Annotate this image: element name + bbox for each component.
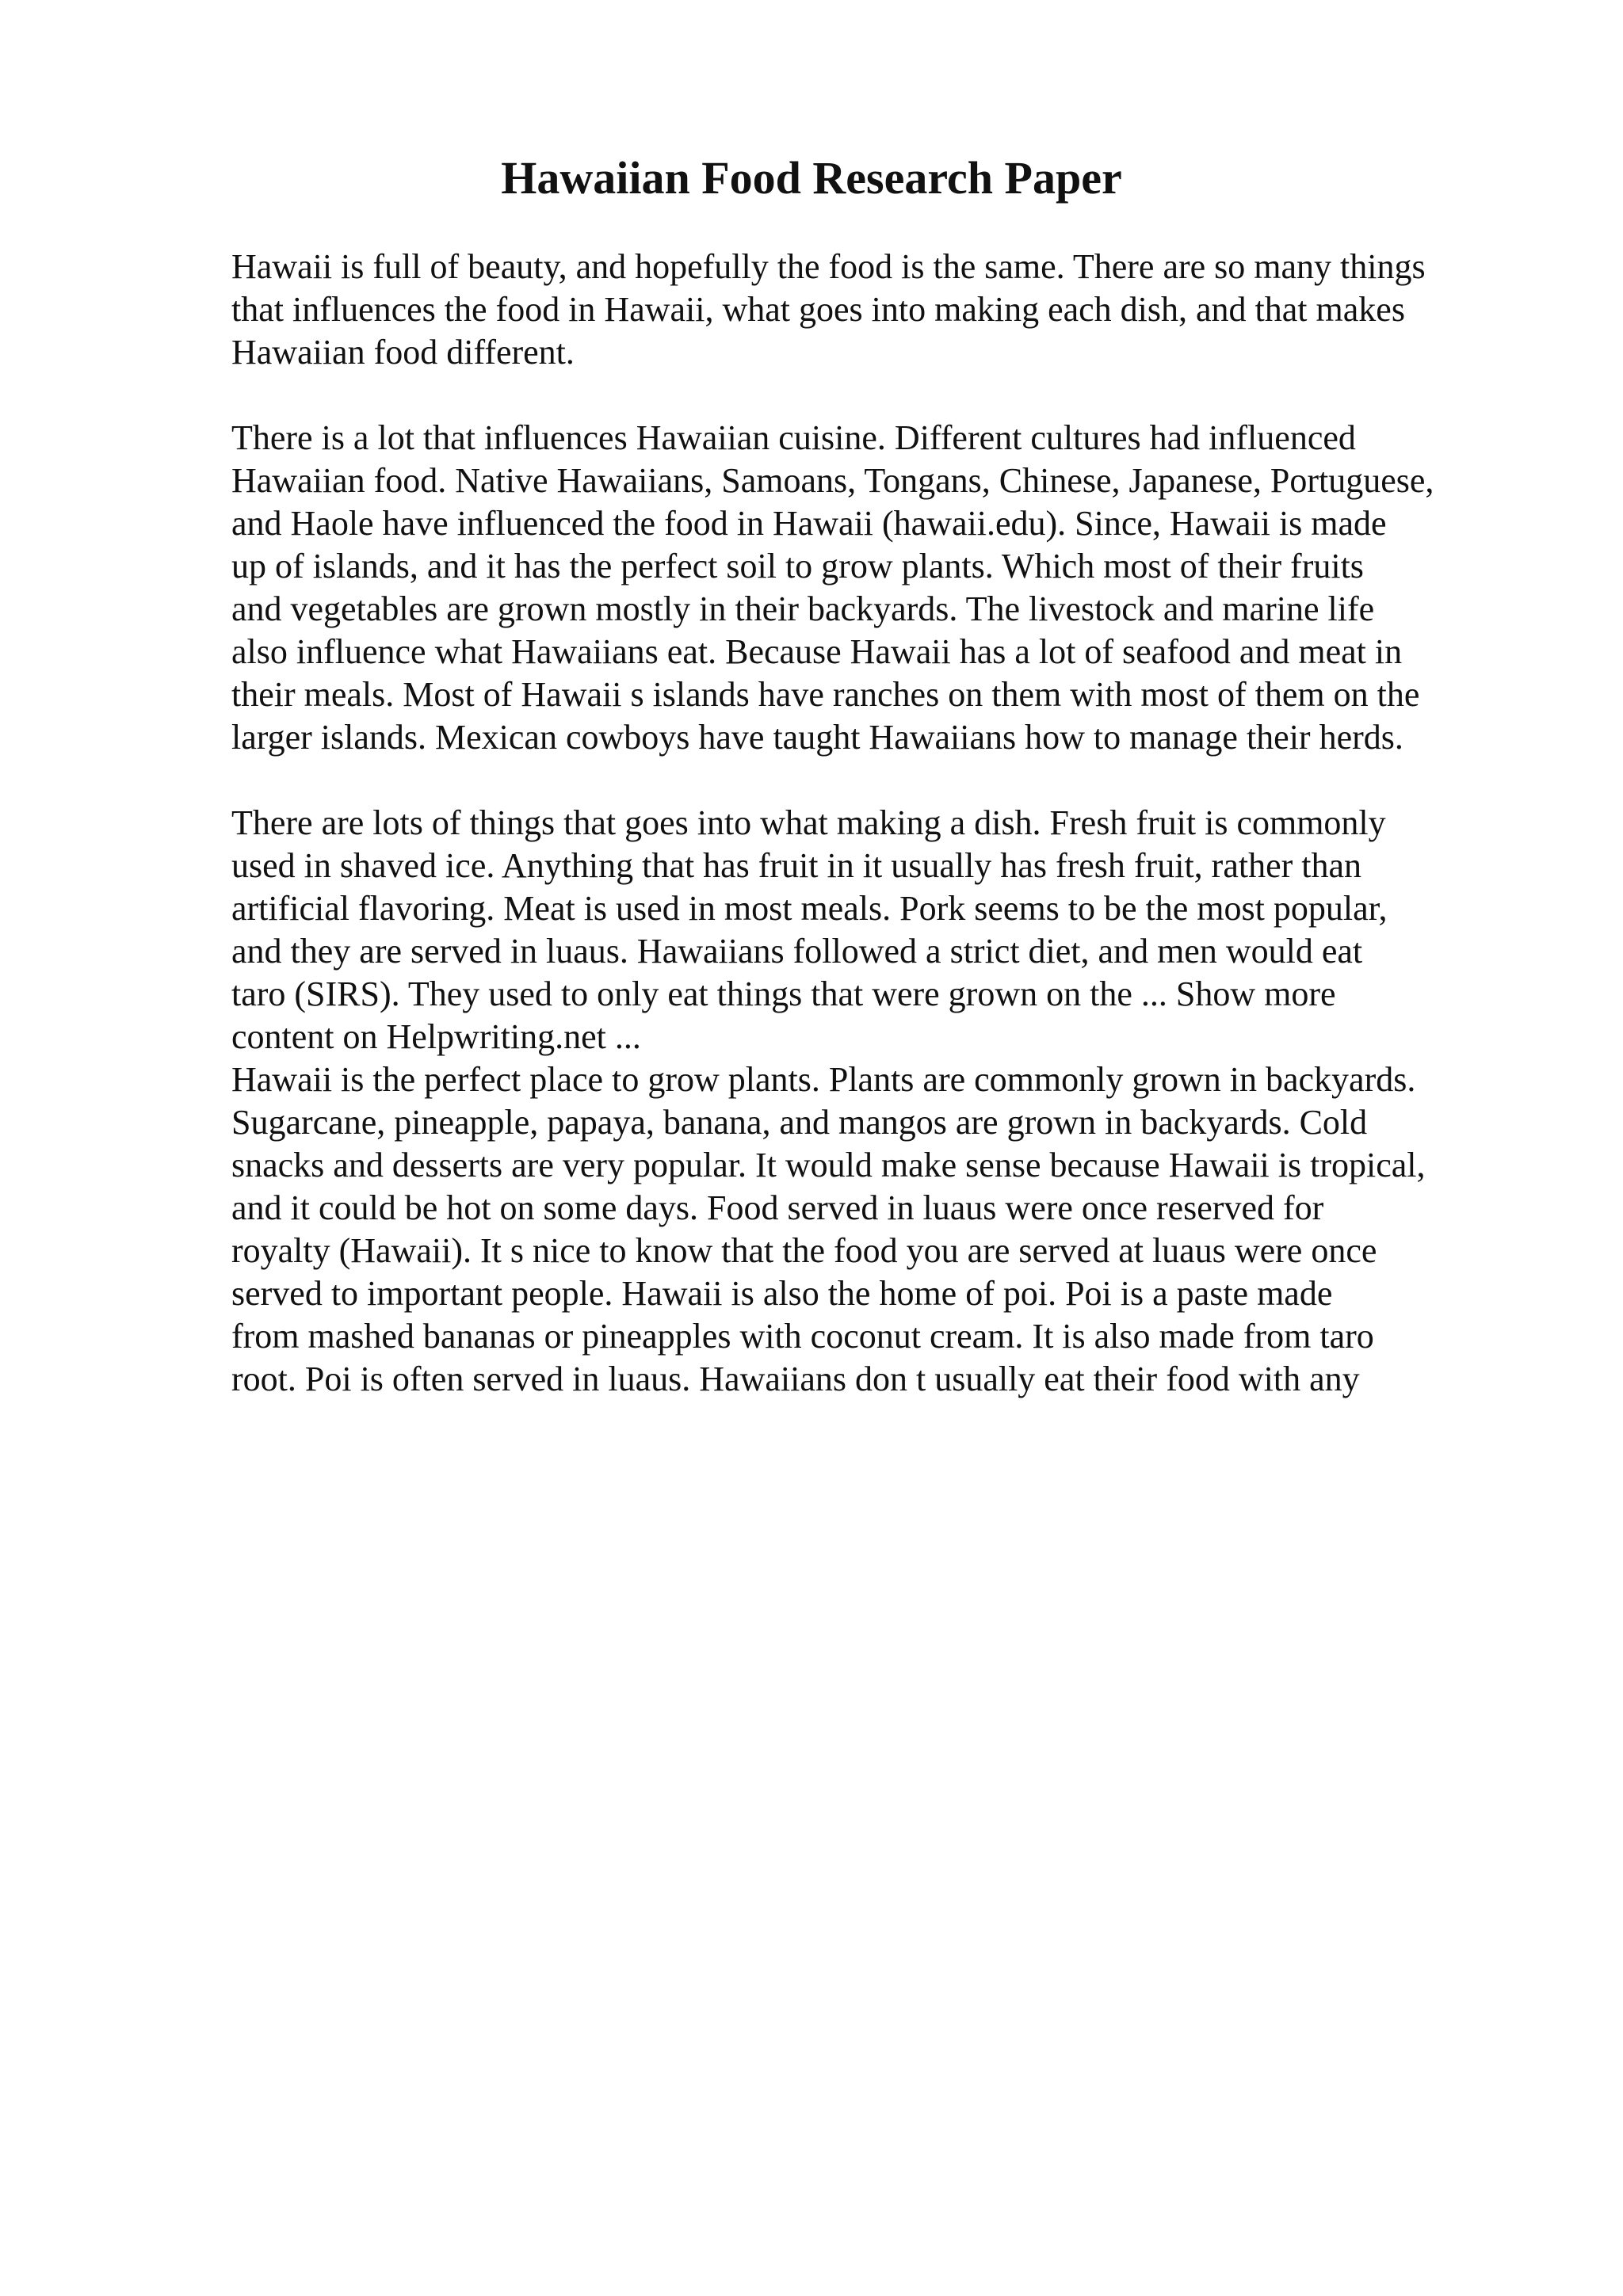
- text-line: artificial flavoring. Meat is used in most meals. Pork seems to be the most popular,: [231, 889, 1388, 928]
- text-line: taro (SIRS). They used to only eat things that were grown on the ... Show more: [231, 974, 1336, 1013]
- text-line: Hawaiian food different.: [231, 333, 575, 372]
- text-line: snacks and desserts are very popular. It would make sense because Hawaii is tropical,: [231, 1146, 1426, 1184]
- text-line: There is a lot that influences Hawaiian cuisine. Different cultures had influenced: [231, 418, 1356, 457]
- text-line: There are lots of things that goes into what making a dish. Fresh fruit is commonly: [231, 803, 1386, 842]
- text-line: and vegetables are grown mostly in their backyards. The livestock and marine life: [231, 589, 1375, 628]
- text-line: and they are served in luaus. Hawaiians followed a strict diet, and men would eat: [231, 932, 1363, 971]
- text-line: and it could be hot on some days. Food served in luaus were once reserved for: [231, 1188, 1324, 1227]
- text-line: also influence what Hawaiians eat. Because Hawaii has a lot of seafood and meat in: [231, 632, 1403, 671]
- paragraph-gap: [231, 759, 1531, 802]
- text-line: their meals. Most of Hawaii s islands have ranches on them with most of them on the: [231, 675, 1420, 714]
- text-line: Hawaii is the perfect place to grow plants. Plants are commonly grown in backyards.: [231, 1060, 1416, 1099]
- paragraph-gap: [231, 374, 1531, 417]
- paragraph-intro: [231, 246, 1531, 374]
- text-line: content on Helpwriting.net ...: [231, 1017, 641, 1056]
- document-body: [231, 246, 1531, 1401]
- text-line: root. Poi is often served in luaus. Hawaiians don t usually eat their food with any: [231, 1360, 1360, 1398]
- text-line: royalty (Hawaii). It s nice to know that the food you are served at luaus were once: [231, 1231, 1377, 1270]
- text-line: Sugarcane, pineapple, papaya, banana, and mangos are grown in backyards. Cold: [231, 1103, 1368, 1142]
- document-title: Hawaiian Food Research Paper: [501, 152, 1122, 204]
- paragraph-dishes: [231, 802, 1531, 1058]
- text-line: that influences the food in Hawaii, what goes into making each dish, and that makes: [231, 290, 1405, 329]
- text-line: used in shaved ice. Anything that has fruit in it usually has fresh fruit, rather than: [231, 846, 1362, 885]
- text-line: larger islands. Mexican cowboys have taught Hawaiians how to manage their herds.: [231, 718, 1403, 757]
- text-line: up of islands, and it has the perfect soil to grow plants. Which most of their fruits: [231, 547, 1364, 585]
- text-line: Hawaii is full of beauty, and hopefully the food is the same. There are so many things: [231, 247, 1426, 286]
- text-line: from mashed bananas or pineapples with coconut cream. It is also made from taro: [231, 1317, 1374, 1356]
- paragraph-plants: [231, 1058, 1531, 1401]
- paragraph-influences: [231, 417, 1531, 759]
- text-line: served to important people. Hawaii is also the home of poi. Poi is a paste made: [231, 1274, 1333, 1313]
- text-line: Hawaiian food. Native Hawaiians, Samoans, Tongans, Chinese, Japanese, Portuguese,: [231, 461, 1434, 500]
- text-line: and Haole have influenced the food in Hawaii (hawaii.edu). Since, Hawaii is made: [231, 504, 1387, 543]
